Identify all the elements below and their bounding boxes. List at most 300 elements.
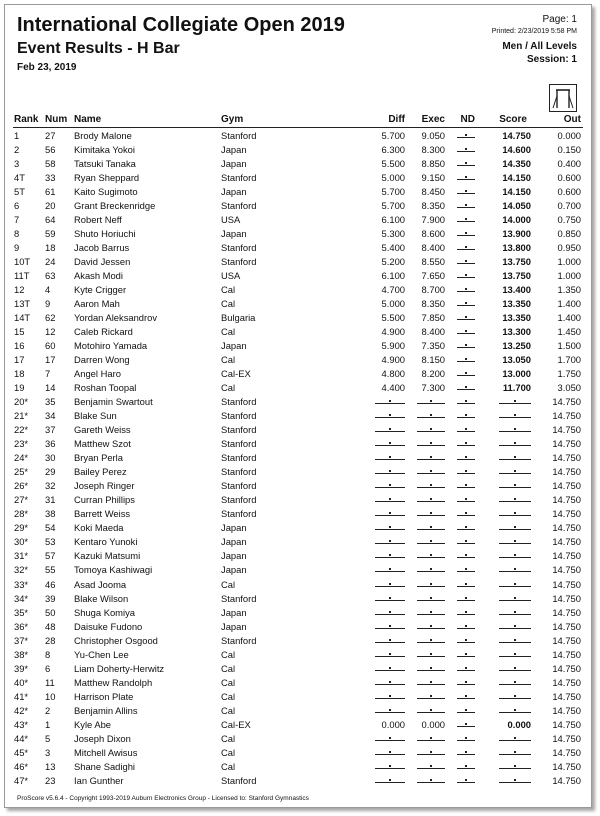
cell-gym: Cal (221, 662, 236, 674)
cell-score: 14.600 (502, 144, 531, 156)
cell-diff (375, 465, 405, 479)
result-row (5, 746, 591, 760)
cell-score (499, 676, 531, 690)
col-exec: Exec (421, 114, 445, 125)
cell-name: Kazuki Matsumi (74, 550, 141, 562)
cell-score (499, 620, 531, 634)
empty-nd-placeholder (457, 508, 475, 517)
cell-rank: 36* (14, 620, 29, 632)
cell-rank: 19 (14, 382, 25, 394)
result-row (5, 507, 591, 521)
empty-nd-placeholder (457, 130, 475, 139)
cell-num: 6 (45, 662, 51, 674)
cell-num: 32 (45, 480, 56, 492)
cell-diff (375, 774, 405, 788)
cell-rank: 21* (14, 410, 29, 422)
cell-gym: Stanford (221, 172, 257, 184)
cell-name: Tomoya Kashiwagi (74, 564, 153, 576)
cell-rank: 2 (14, 144, 20, 156)
empty-score-placeholder (499, 396, 531, 405)
empty-nd-placeholder (457, 621, 475, 630)
cell-rank: 37* (14, 634, 29, 646)
cell-diff: 5.700 (381, 130, 405, 141)
cell-rank: 34* (14, 592, 29, 604)
empty-nd-placeholder (457, 466, 475, 475)
empty-exec-placeholder (417, 508, 445, 517)
cell-out: 14.750 (552, 438, 581, 450)
cell-gym: Stanford (221, 200, 257, 212)
cell-num: 13 (45, 760, 56, 772)
empty-exec-placeholder (417, 607, 445, 616)
cell-nd (457, 718, 475, 732)
cell-nd (457, 381, 475, 395)
empty-exec-placeholder (417, 761, 445, 770)
cell-nd (457, 774, 475, 788)
cell-exec (417, 437, 445, 451)
empty-score-placeholder (499, 635, 531, 644)
cell-diff (375, 493, 405, 507)
cell-exec: 8.350 (421, 298, 445, 310)
cell-diff: 6.100 (381, 214, 405, 226)
cell-gym: Cal (221, 284, 236, 296)
cell-score (499, 465, 531, 479)
cell-score (499, 634, 531, 648)
empty-nd-placeholder (457, 550, 475, 559)
cell-num: 34 (45, 410, 56, 422)
empty-nd-placeholder (457, 677, 475, 686)
cell-diff (375, 395, 405, 409)
empty-nd-placeholder (457, 354, 475, 363)
empty-diff-placeholder (375, 733, 405, 742)
cell-exec (417, 648, 445, 662)
cell-rank: 44* (14, 732, 29, 744)
cell-name: Bryan Perla (74, 452, 123, 464)
cell-score (499, 409, 531, 423)
empty-diff-placeholder (375, 677, 405, 686)
cell-name: Matthew Randolph (74, 676, 153, 688)
cell-out: 14.750 (552, 662, 581, 674)
cell-name: Roshan Toopal (74, 382, 137, 394)
empty-nd-placeholder (457, 438, 475, 447)
cell-name: Matthew Szot (74, 438, 131, 450)
cell-out: 14.750 (552, 564, 581, 576)
cell-score: 14.150 (502, 186, 531, 198)
empty-diff-placeholder (375, 396, 405, 405)
empty-nd-placeholder (457, 593, 475, 602)
empty-score-placeholder (499, 410, 531, 419)
cell-diff: 5.200 (381, 256, 405, 268)
cell-exec (417, 578, 445, 592)
cell-name: Jacob Barrus (74, 242, 130, 254)
col-score: Score (499, 114, 527, 125)
result-row (5, 465, 591, 479)
cell-out: 14.750 (552, 550, 581, 562)
result-row (5, 718, 591, 732)
cell-score: 11.700 (502, 382, 531, 394)
cell-nd (457, 171, 475, 185)
session-label: Session: 1 (526, 54, 577, 65)
cell-nd (457, 563, 475, 577)
cell-diff (375, 592, 405, 606)
cell-exec: 9.050 (421, 130, 445, 141)
cell-num: 18 (45, 242, 56, 254)
cell-nd (457, 465, 475, 479)
cell-rank: 43* (14, 718, 29, 730)
cell-score (499, 760, 531, 774)
cell-exec: 7.850 (421, 312, 445, 324)
empty-exec-placeholder (417, 579, 445, 588)
cell-name: Harrison Plate (74, 690, 134, 702)
empty-score-placeholder (499, 579, 531, 588)
cell-rank: 47* (14, 774, 29, 786)
cell-exec (417, 592, 445, 606)
cell-nd (457, 592, 475, 606)
cell-score: 13.900 (502, 228, 531, 240)
result-row (5, 760, 591, 774)
empty-score-placeholder (499, 593, 531, 602)
cell-exec (417, 634, 445, 648)
cell-gym: Cal-EX (221, 368, 251, 380)
empty-score-placeholder (499, 466, 531, 475)
cell-score (499, 732, 531, 746)
cell-exec (417, 423, 445, 437)
cell-gym: Japan (221, 564, 247, 576)
cell-gym: Japan (221, 228, 247, 240)
cell-rank: 38* (14, 648, 29, 660)
cell-score: 13.250 (502, 340, 531, 352)
empty-score-placeholder (499, 536, 531, 545)
empty-exec-placeholder (417, 677, 445, 686)
result-row (5, 381, 591, 395)
empty-exec-placeholder (417, 649, 445, 658)
result-row (5, 353, 591, 367)
cell-out: 14.750 (552, 452, 581, 464)
cell-score: 13.800 (502, 242, 531, 254)
cell-exec: 8.550 (421, 256, 445, 268)
cell-nd (457, 269, 475, 283)
cell-num: 58 (45, 158, 56, 170)
empty-exec-placeholder (417, 438, 445, 447)
empty-score-placeholder (499, 522, 531, 531)
empty-nd-placeholder (457, 522, 475, 531)
cell-score (499, 549, 531, 563)
result-row (5, 339, 591, 353)
empty-score-placeholder (499, 452, 531, 461)
cell-diff: 5.700 (381, 200, 405, 212)
cell-out: 1.450 (557, 326, 581, 338)
empty-nd-placeholder (457, 368, 475, 377)
cell-exec: 8.400 (421, 242, 445, 254)
cell-name: Kyle Abe (74, 718, 112, 730)
empty-score-placeholder (499, 649, 531, 658)
cell-name: Akash Modi (74, 270, 123, 282)
cell-exec (417, 732, 445, 746)
result-row (5, 634, 591, 648)
cell-out: 14.750 (552, 746, 581, 758)
cell-num: 31 (45, 494, 56, 506)
cell-name: Robert Neff (74, 214, 122, 226)
empty-exec-placeholder (417, 775, 445, 784)
cell-nd (457, 606, 475, 620)
cell-diff: 5.700 (381, 186, 405, 198)
cell-gym: Cal (221, 690, 236, 702)
cell-out: 0.150 (557, 144, 581, 156)
result-row (5, 297, 591, 311)
empty-nd-placeholder (457, 228, 475, 237)
result-row (5, 199, 591, 213)
cell-out: 14.750 (552, 396, 581, 408)
cell-score (499, 690, 531, 704)
empty-nd-placeholder (457, 242, 475, 251)
cell-diff: 5.500 (381, 312, 405, 324)
cell-out: 14.750 (552, 648, 581, 660)
results-page (4, 4, 592, 808)
result-row (5, 662, 591, 676)
cell-exec: 8.850 (421, 158, 445, 170)
cell-rank: 39* (14, 662, 29, 674)
cell-diff: 4.700 (381, 284, 405, 296)
column-header-row (5, 114, 591, 126)
cell-diff (375, 521, 405, 535)
empty-exec-placeholder (417, 691, 445, 700)
cell-diff: 6.300 (381, 144, 405, 156)
empty-nd-placeholder (457, 691, 475, 700)
cell-num: 62 (45, 312, 56, 324)
cell-score (499, 479, 531, 493)
cell-rank: 7 (14, 214, 20, 226)
cell-out: 14.750 (552, 508, 581, 520)
cell-exec (417, 409, 445, 423)
col-gym: Gym (221, 114, 244, 125)
empty-nd-placeholder (457, 719, 475, 728)
cell-name: Yordan Aleksandrov (74, 312, 158, 324)
cell-nd (457, 535, 475, 549)
cell-rank: 6 (14, 200, 20, 212)
cell-out: 1.000 (557, 256, 581, 268)
result-row (5, 676, 591, 690)
cell-num: 27 (45, 130, 56, 141)
cell-score: 0.000 (507, 718, 531, 730)
empty-exec-placeholder (417, 550, 445, 559)
cell-score (499, 648, 531, 662)
cell-gym: Japan (221, 536, 247, 548)
cell-gym: Stanford (221, 438, 257, 450)
cell-gym: Stanford (221, 256, 257, 268)
cell-num: 33 (45, 172, 56, 184)
cell-diff: 4.900 (381, 326, 405, 338)
cell-gym: Stanford (221, 452, 257, 464)
cell-rank: 35* (14, 606, 29, 618)
cell-score: 13.300 (502, 326, 531, 338)
cell-name: Asad Jooma (74, 578, 127, 590)
cell-diff (375, 732, 405, 746)
cell-exec: 8.450 (421, 186, 445, 198)
cell-gym: Cal (221, 648, 236, 660)
cell-gym: Japan (221, 522, 247, 534)
cell-name: Mitchell Awisus (74, 746, 138, 758)
cell-diff: 4.800 (381, 368, 405, 380)
cell-num: 4 (45, 284, 51, 296)
cell-diff: 5.900 (381, 340, 405, 352)
cell-gym: Japan (221, 186, 247, 198)
empty-nd-placeholder (457, 144, 475, 153)
cell-out: 0.850 (557, 228, 581, 240)
empty-nd-placeholder (457, 579, 475, 588)
cell-gym: Stanford (221, 494, 257, 506)
cell-rank: 16 (14, 340, 25, 352)
cell-rank: 46* (14, 760, 29, 772)
cell-exec (417, 704, 445, 718)
cell-exec: 7.900 (421, 214, 445, 226)
empty-nd-placeholder (457, 424, 475, 433)
empty-score-placeholder (499, 747, 531, 756)
cell-diff: 0.000 (381, 718, 405, 730)
cell-diff: 5.500 (381, 158, 405, 170)
cell-gym: Cal (221, 326, 236, 338)
empty-diff-placeholder (375, 550, 405, 559)
cell-nd (457, 620, 475, 634)
cell-gym: Cal (221, 676, 236, 688)
result-row (5, 395, 591, 409)
cell-diff: 4.900 (381, 354, 405, 366)
empty-nd-placeholder (457, 312, 475, 321)
empty-nd-placeholder (457, 733, 475, 742)
cell-rank: 24* (14, 452, 29, 464)
empty-exec-placeholder (417, 621, 445, 630)
empty-diff-placeholder (375, 410, 405, 419)
cell-score (499, 746, 531, 760)
cell-score (499, 535, 531, 549)
cell-name: Kyte Crigger (74, 284, 127, 296)
empty-exec-placeholder (417, 635, 445, 644)
empty-score-placeholder (499, 508, 531, 517)
empty-exec-placeholder (417, 452, 445, 461)
cell-diff (375, 634, 405, 648)
empty-diff-placeholder (375, 691, 405, 700)
empty-exec-placeholder (417, 522, 445, 531)
empty-diff-placeholder (375, 579, 405, 588)
cell-diff (375, 606, 405, 620)
cell-num: 7 (45, 368, 51, 380)
cell-diff: 5.000 (381, 298, 405, 310)
cell-nd (457, 213, 475, 227)
cell-name: Barrett Weiss (74, 508, 131, 520)
cell-score: 14.000 (502, 214, 531, 226)
cell-rank: 23* (14, 438, 29, 450)
cell-score: 14.150 (502, 172, 531, 184)
cell-out: 14.750 (552, 620, 581, 632)
cell-nd (457, 367, 475, 381)
cell-out: 14.750 (552, 522, 581, 534)
empty-nd-placeholder (457, 214, 475, 223)
result-row (5, 255, 591, 269)
cell-score: 13.750 (502, 256, 531, 268)
cell-nd (457, 732, 475, 746)
cell-score (499, 395, 531, 409)
cell-name: Kentaro Yunoki (74, 536, 138, 548)
empty-diff-placeholder (375, 536, 405, 545)
cell-name: Koki Maeda (74, 522, 124, 534)
empty-nd-placeholder (457, 284, 475, 293)
cell-num: 53 (45, 536, 56, 548)
cell-nd (457, 437, 475, 451)
cell-name: Benjamin Swartout (74, 396, 153, 408)
empty-nd-placeholder (457, 200, 475, 209)
cell-name: Kaito Sugimoto (74, 186, 138, 198)
empty-exec-placeholder (417, 733, 445, 742)
cell-exec (417, 535, 445, 549)
empty-score-placeholder (499, 677, 531, 686)
cell-diff (375, 549, 405, 563)
cell-rank: 11T (14, 270, 30, 282)
cell-exec (417, 493, 445, 507)
cell-gym: Japan (221, 620, 247, 632)
cell-gym: Cal-EX (221, 718, 251, 730)
cell-diff (375, 746, 405, 760)
cell-num: 5 (45, 732, 51, 744)
cell-gym: USA (221, 270, 241, 282)
empty-nd-placeholder (457, 186, 475, 195)
event-subtitle: Event Results - H Bar (17, 40, 180, 57)
empty-nd-placeholder (457, 607, 475, 616)
result-row (5, 227, 591, 241)
empty-exec-placeholder (417, 466, 445, 475)
empty-nd-placeholder (457, 663, 475, 672)
cell-nd (457, 325, 475, 339)
cell-nd (457, 143, 475, 157)
printed-timestamp: Printed: 2/23/2019 5:58 PM (491, 28, 577, 35)
cell-exec: 8.200 (421, 368, 445, 380)
empty-score-placeholder (499, 775, 531, 784)
result-row (5, 732, 591, 746)
result-row (5, 648, 591, 662)
cell-num: 17 (45, 354, 56, 366)
empty-score-placeholder (499, 733, 531, 742)
cell-exec (417, 676, 445, 690)
cell-num: 46 (45, 578, 56, 590)
cell-score (499, 507, 531, 521)
result-row (5, 409, 591, 423)
cell-out: 14.750 (552, 718, 581, 730)
cell-num: 10 (45, 690, 56, 702)
cell-score: 13.350 (502, 298, 531, 310)
cell-score: 14.350 (502, 158, 531, 170)
empty-exec-placeholder (417, 705, 445, 714)
empty-exec-placeholder (417, 494, 445, 503)
cell-name: Kimitaka Yokoi (74, 144, 135, 156)
empty-score-placeholder (499, 691, 531, 700)
empty-diff-placeholder (375, 508, 405, 517)
cell-num: 29 (45, 466, 56, 478)
cell-gym: Stanford (221, 592, 257, 604)
cell-out: 0.400 (557, 158, 581, 170)
cell-gym: Stanford (221, 424, 257, 436)
cell-diff: 6.100 (381, 270, 405, 282)
cell-num: 12 (45, 326, 56, 338)
cell-exec (417, 549, 445, 563)
empty-nd-placeholder (457, 298, 475, 307)
cell-gym: Stanford (221, 480, 257, 492)
empty-nd-placeholder (457, 480, 475, 489)
cell-name: Bailey Perez (74, 466, 127, 478)
cell-num: 60 (45, 340, 56, 352)
cell-num: 59 (45, 228, 56, 240)
cell-nd (457, 549, 475, 563)
cell-out: 1.500 (557, 340, 581, 352)
cell-nd (457, 676, 475, 690)
cell-nd (457, 690, 475, 704)
cell-num: 61 (45, 186, 56, 198)
